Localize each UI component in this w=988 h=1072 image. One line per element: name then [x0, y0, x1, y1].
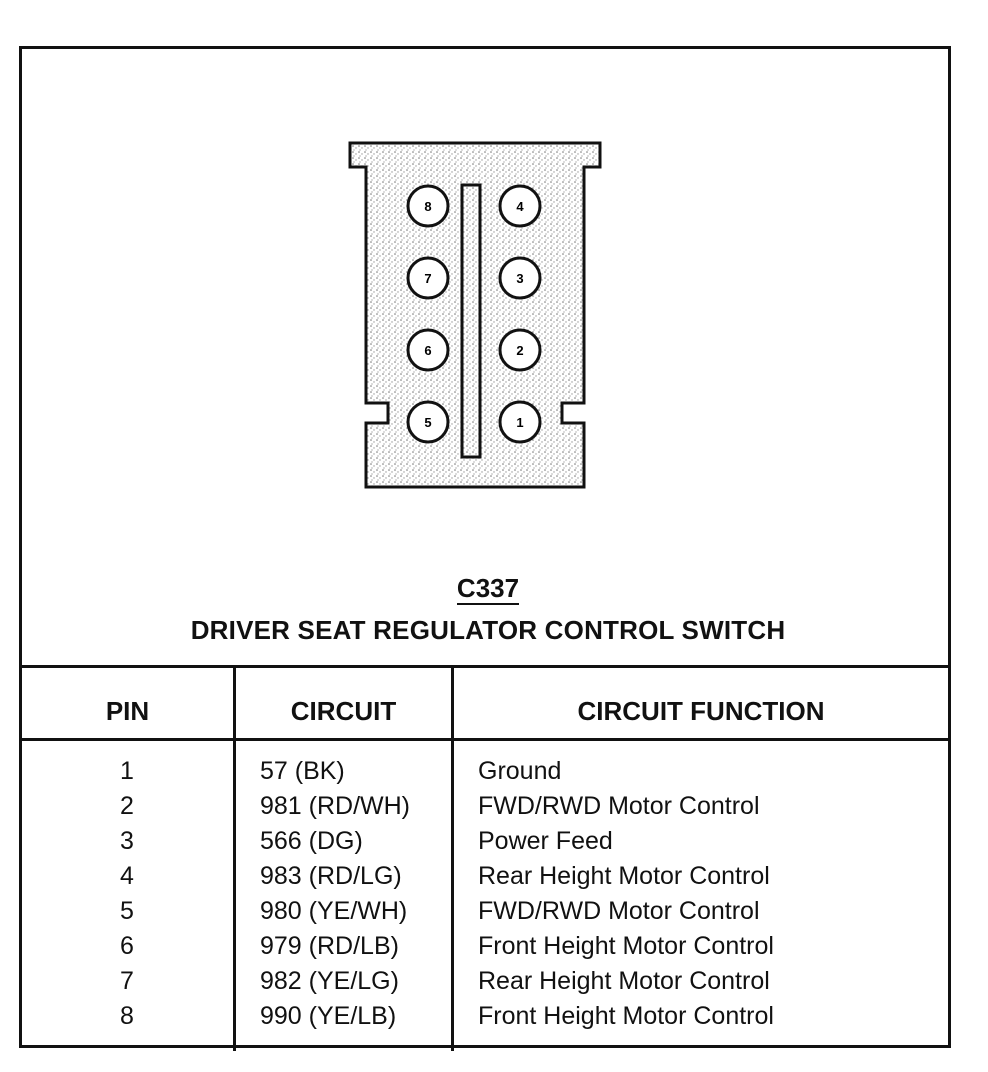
connector-center-rib	[462, 185, 480, 457]
pin-number-label: 3	[516, 271, 524, 286]
header-circuit: CIRCUIT	[290, 696, 397, 726]
pin-cell: 3	[120, 827, 134, 855]
function-cell: FWD/RWD Motor Control	[478, 897, 760, 925]
function-cell: Front Height Motor Control	[478, 1002, 774, 1030]
connector-id	[22, 573, 954, 605]
pin-number-label: 6	[424, 343, 432, 358]
pin-number-label: 2	[516, 343, 524, 358]
pin-cell: 1	[120, 757, 134, 785]
circuit-cell: 979 (RD/LB)	[260, 932, 399, 960]
circuit-cell: 983 (RD/LG)	[260, 862, 402, 890]
circuit-cell: 982 (YE/LG)	[260, 967, 399, 995]
function-cell: Power Feed	[478, 827, 613, 855]
header-pin: PIN	[105, 696, 150, 726]
connector-diagram-frame	[19, 46, 951, 1048]
function-cell: Rear Height Motor Control	[478, 862, 770, 890]
function-cell: Front Height Motor Control	[478, 932, 774, 960]
pin-cell: 6	[120, 932, 134, 960]
circuit-cell: 990 (YE/LB)	[260, 1002, 397, 1030]
table-top-rule	[22, 665, 948, 668]
table-header-rule	[22, 738, 948, 741]
pin-cell: 8	[120, 1002, 134, 1030]
connector-title: DRIVER SEAT REGULATOR CONTROL SWITCH	[190, 615, 786, 645]
circuit-cell: 981 (RD/WH)	[260, 792, 411, 820]
pin-number-label: 1	[516, 415, 524, 430]
pin-number-label: 5	[424, 415, 432, 430]
circuit-cell: 57 (BK)	[260, 757, 345, 785]
pin-number-label: 4	[516, 199, 524, 214]
pin-cell: 7	[120, 967, 134, 995]
connector-id-text: C337	[456, 573, 520, 603]
connector-face-drawing	[22, 49, 948, 569]
pin-cell: 2	[120, 792, 134, 820]
function-cell: Rear Height Motor Control	[478, 967, 770, 995]
function-cell: FWD/RWD Motor Control	[478, 792, 760, 820]
circuit-cell: 566 (DG)	[260, 827, 363, 855]
pin-cell: 5	[120, 897, 134, 925]
pin-cell: 4	[120, 862, 134, 890]
pin-number-label: 8	[424, 199, 432, 214]
function-cell: Ground	[478, 757, 562, 785]
header-circuit-function: CIRCUIT FUNCTION	[577, 696, 825, 726]
pin-number-label: 7	[424, 271, 432, 286]
circuit-cell: 980 (YE/WH)	[260, 897, 408, 925]
